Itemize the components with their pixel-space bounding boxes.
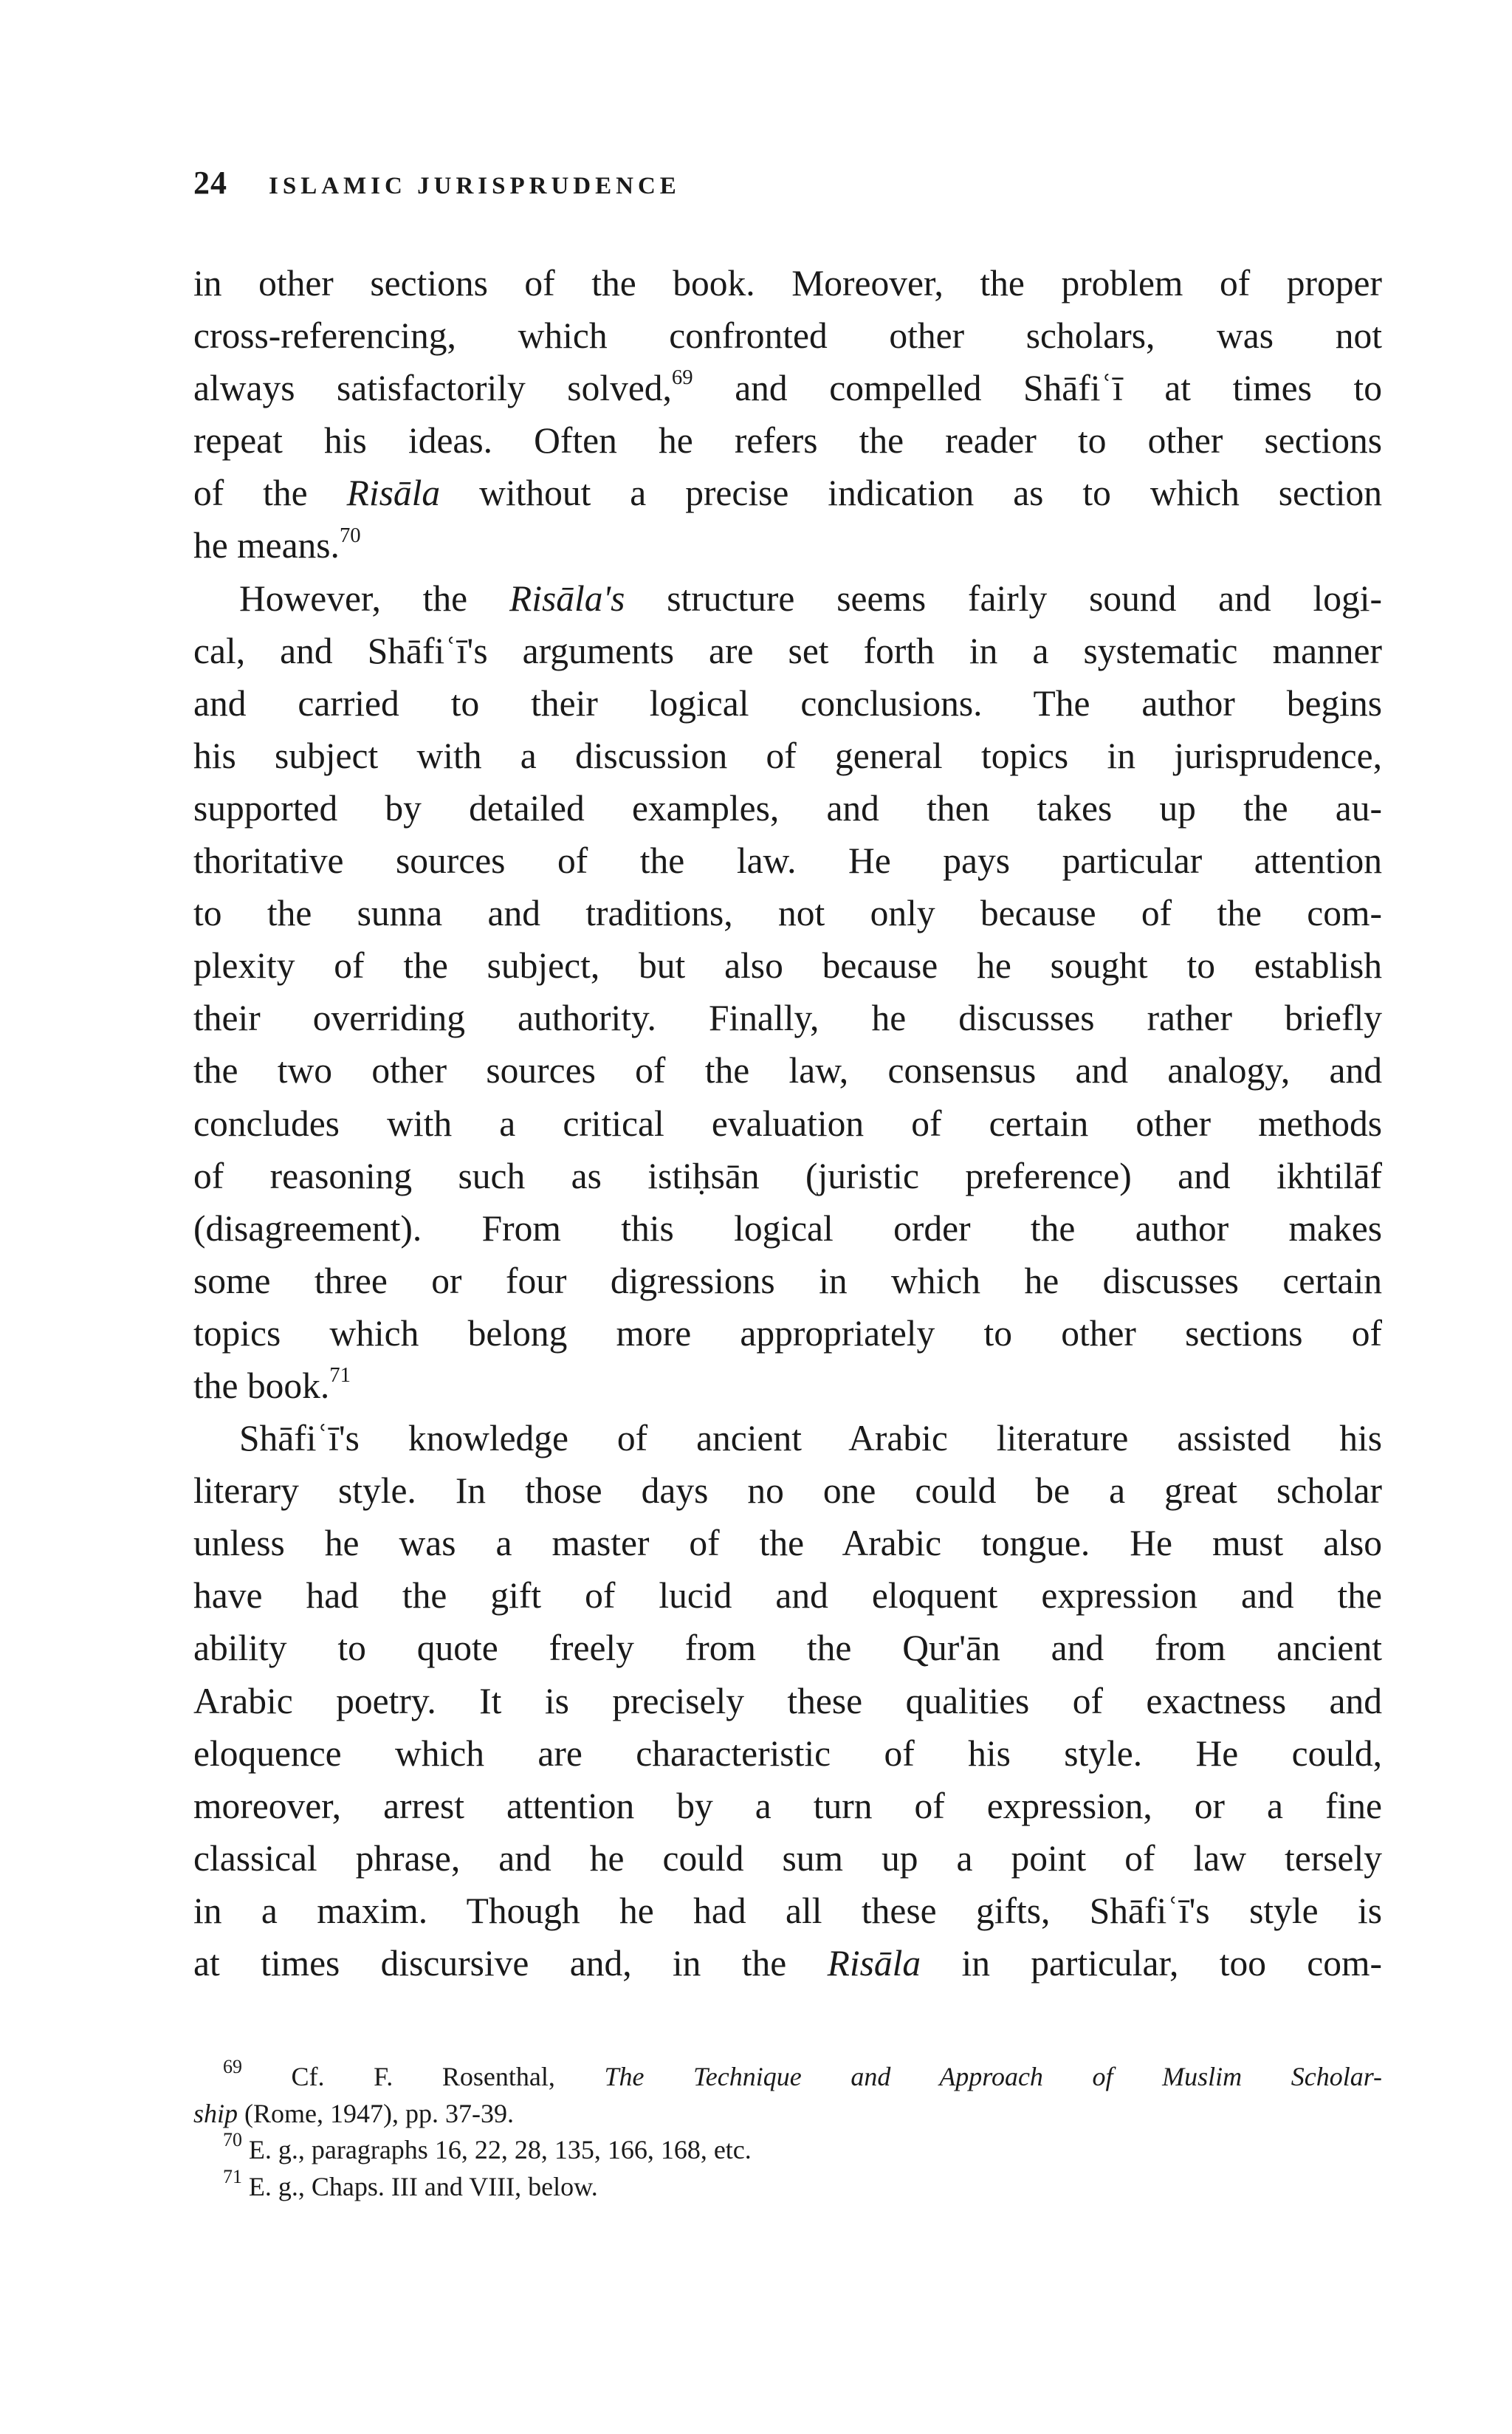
text-line: of reasoning such as istiḥsān (juristic preference) and ikhtilāf bbox=[193, 1155, 1382, 1196]
footnote-mark: 70 bbox=[223, 2129, 242, 2151]
text-line: to the sunna and traditions, not only because of the com- bbox=[193, 893, 1382, 934]
text-line: repeat his ideas. Often he refers the reader to other sections bbox=[193, 420, 1382, 462]
text-line: some three or four digressions in which he discusses certain bbox=[193, 1260, 1382, 1301]
text-line: their overriding authority. Finally, he discusses rather briefly bbox=[193, 998, 1382, 1039]
footnote-ref-69[interactable]: 69 bbox=[671, 366, 693, 390]
text-line: ability to quote freely from the Qur'ān and from ancient bbox=[193, 1628, 1382, 1669]
text-line: at times discursive and, in the Risāla in particular, too com- bbox=[193, 1943, 1382, 1984]
text-line: his subject with a discussion of general topics in jurisprudence, bbox=[193, 735, 1382, 776]
text-line: the two other sources of the law, consensus and analogy, and bbox=[193, 1050, 1382, 1091]
footnote-ref-70[interactable]: 70 bbox=[339, 523, 361, 547]
text-line: of the Risāla without a precise indication as to which section bbox=[193, 473, 1382, 514]
text-line: always satisfactorily solved,$^{69}$ and compelled Shāfiʿī at times to bbox=[193, 366, 1382, 409]
footnote-71: $^{71}$ E. g., Chaps. III and VIII, below. bbox=[223, 2165, 598, 2201]
footnote-mark: 69 bbox=[223, 2059, 242, 2078]
text-line: thoritative sources of the law. He pays particular attention bbox=[193, 840, 1382, 882]
title-risala: Risāla bbox=[827, 1943, 921, 1984]
text-line: concludes with a critical evaluation of certain other methods bbox=[193, 1103, 1382, 1144]
text-line: the book.$^{71}$ bbox=[193, 1363, 351, 1406]
text-line: in a maxim. Though he had all these gifts, Shāfiʿī's style is bbox=[193, 1890, 1382, 1931]
text-line: However, the Risāla's structure seems fairly sound and logi- bbox=[239, 577, 1382, 619]
page-number: 24 bbox=[193, 165, 227, 201]
text-line: cross-referencing, which confronted other scholars, was not bbox=[193, 315, 1382, 357]
text-line: supported by detailed examples, and then takes up the au- bbox=[193, 787, 1382, 829]
text-line: in other sections of the book. Moreover, the problem of proper bbox=[193, 263, 1382, 304]
text-line: have had the gift of lucid and eloquent expression and the bbox=[193, 1575, 1382, 1617]
running-head: ISLAMIC JURISPRUDENCE bbox=[269, 173, 681, 199]
footnote-ref-71[interactable]: 71 bbox=[329, 1363, 351, 1388]
text-line: topics which belong more appropriately to other sections of bbox=[193, 1312, 1382, 1354]
text-line: moreover, arrest attention by a turn of expression, or a fine bbox=[193, 1785, 1382, 1826]
text-line: Shāfiʿī's knowledge of ancient Arabic literature assisted his bbox=[239, 1418, 1382, 1459]
text-line: plexity of the subject, but also because he sought to establish bbox=[193, 945, 1382, 987]
body-text bbox=[193, 257, 1382, 1989]
footnotes bbox=[193, 2059, 1382, 2205]
footnote-70: $^{70}$ E. g., paragraphs 16, 22, 28, 135, 166, 168, etc. bbox=[223, 2129, 752, 2164]
text-line: eloquence which are characteristic of his style. He could, bbox=[193, 1732, 1382, 1774]
title-risala: Risāla bbox=[346, 473, 441, 514]
text-line: Arabic poetry. It is precisely these qualities of exactness and bbox=[193, 1680, 1382, 1721]
text-line: (disagreement). From this logical order the author makes bbox=[193, 1207, 1382, 1249]
text-line: cal, and Shāfiʿī's arguments are set forth in a systematic manner bbox=[193, 630, 1382, 671]
text-line: and carried to their logical conclusions. The author begins bbox=[193, 682, 1382, 724]
page-header bbox=[193, 164, 1375, 211]
title-risala: Risāla's bbox=[509, 577, 625, 619]
footnote-69-cont: ship (Rome, 1947), pp. 37-39. bbox=[193, 2098, 514, 2128]
text-line: unless he was a master of the Arabic tongue. He must also bbox=[193, 1523, 1382, 1564]
text-line: literary style. In those days no one could be a great scholar bbox=[193, 1470, 1382, 1512]
footnote-mark: 71 bbox=[223, 2165, 242, 2187]
footnote-69: $^{69}$ Cf. F. Rosenthal, The Technique and Approach of Muslim Scholar- bbox=[193, 2059, 1382, 2096]
text-line: classical phrase, and he could sum up a point of law tersely bbox=[193, 1837, 1382, 1879]
text-line: he means.$^{70}$ bbox=[193, 523, 361, 566]
